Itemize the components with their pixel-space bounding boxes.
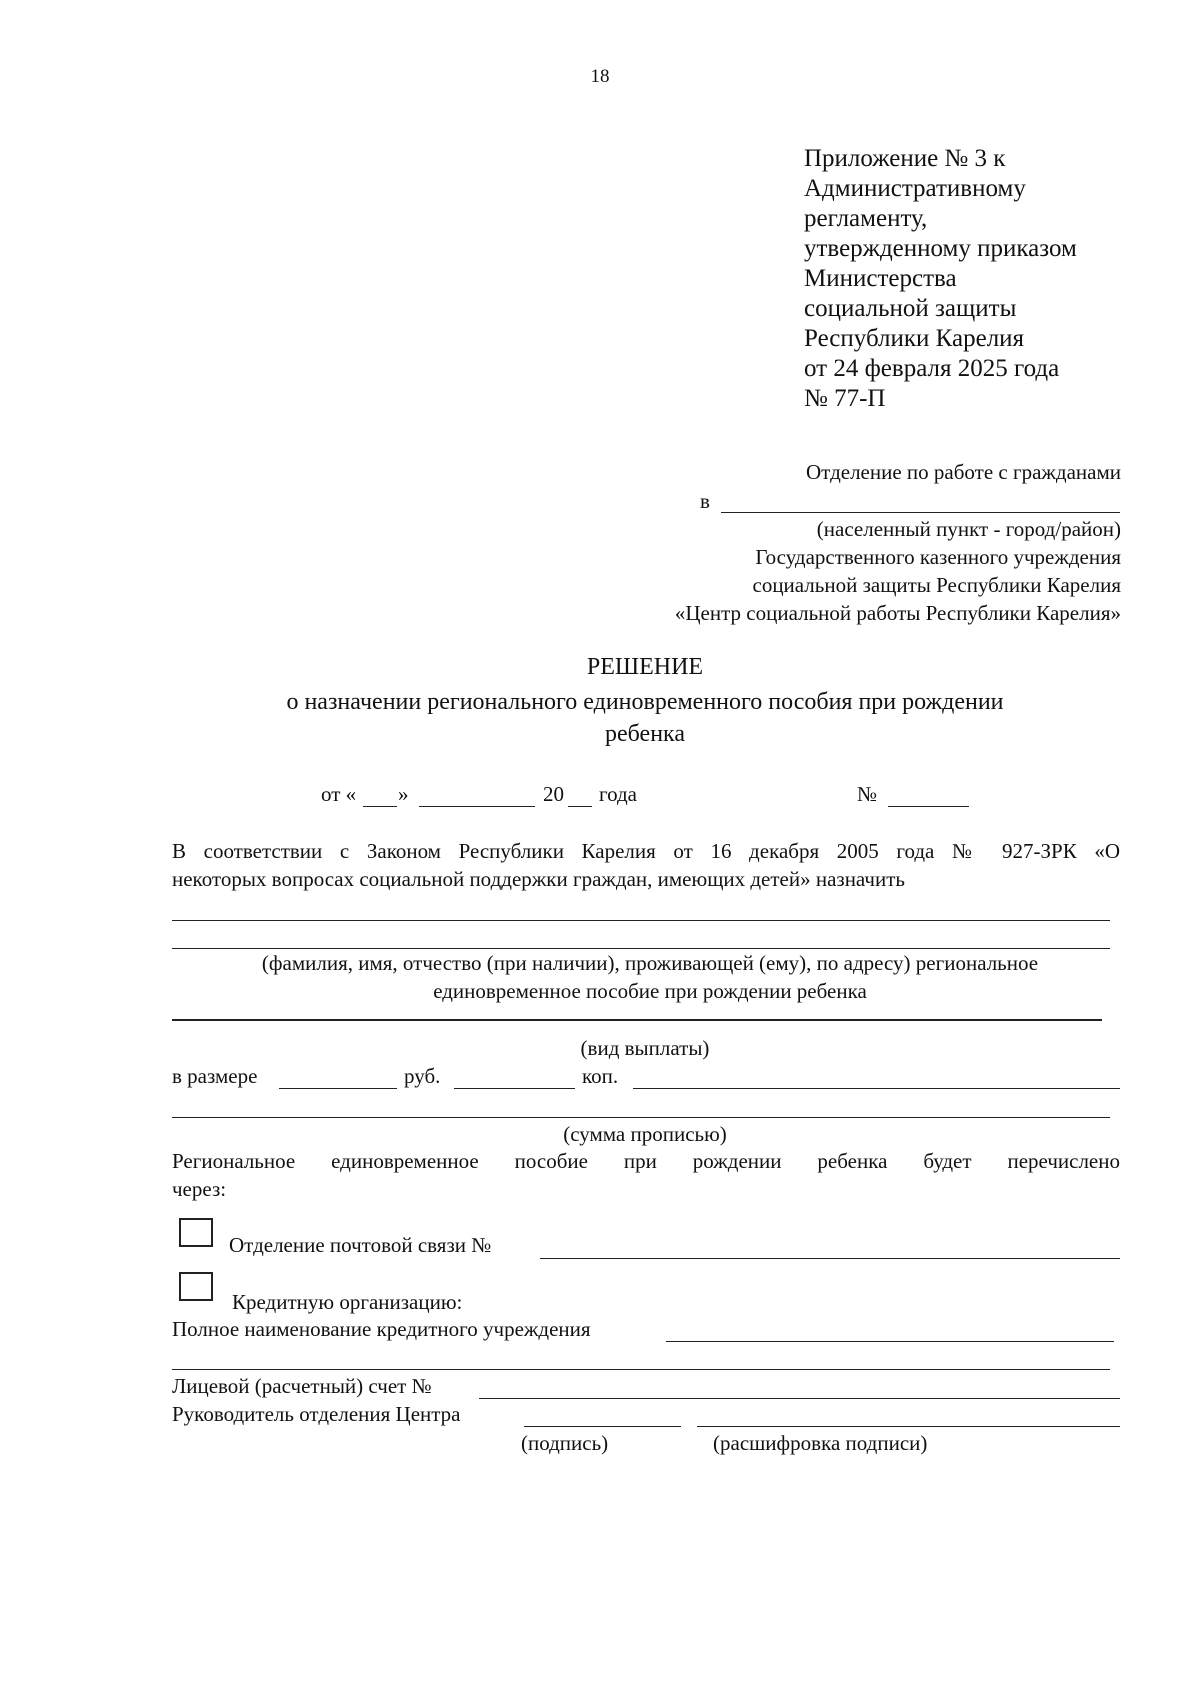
person-hint-line-1: (фамилия, имя, отчество (при наличии), проживающей (ему), по адресу) региональное [261,951,1039,975]
signature-decoding-hint: (расшифровка подписи) [713,1431,928,1455]
body-line-2: некоторых вопросах социальной поддержки граждан, имеющих детей» назначить [172,867,905,891]
credit-org-checkbox[interactable] [179,1272,213,1301]
recipient-line-3: социальной защиты Республики Карелия [752,573,1121,597]
amount-words-hint: (сумма прописью) [563,1122,727,1146]
annex-line: утвержденному приказом [804,235,1077,262]
page-number: 18 [590,66,610,87]
payment-type-field[interactable] [172,1019,1102,1021]
date-year-field[interactable] [568,806,592,807]
amount-rub-field[interactable] [279,1088,397,1089]
amount-prefix: в размере [172,1064,258,1088]
date-day-field[interactable] [363,806,397,807]
recipient-line-2: Государственного казенного учреждения [755,545,1121,569]
annex-line: № 77-П [804,385,886,412]
post-office-checkbox[interactable] [179,1218,213,1247]
bank-name-field-1[interactable] [666,1341,1114,1342]
signature-hint: (подпись) [521,1431,609,1455]
payment-type-hint: (вид выплаты) [580,1036,710,1060]
transfer-line-2: через: [172,1177,227,1201]
decision-number-field[interactable] [888,806,969,807]
recipient-line-1: Отделение по работе с гражданами [806,460,1121,484]
date-close-quote: » [398,782,409,806]
signature-decoding-field[interactable] [697,1426,1120,1427]
date-year-suffix: года [599,782,637,806]
bank-name-label: Полное наименование кредитного учреждения [172,1317,591,1341]
person-hint-line-2: единовременное пособие при рождении ребенка [433,979,867,1003]
annex-line: от 24 февраля 2025 года [804,355,1060,382]
date-month-field[interactable] [419,806,535,807]
date-from-label: от « [321,782,357,806]
annex-line: Приложение № 3 к [804,145,1006,172]
post-office-number-field[interactable] [540,1258,1120,1259]
annex-block [804,144,1077,414]
date-year-prefix: 20 [543,782,564,806]
signature-field[interactable] [524,1426,681,1427]
annex-line: Министерства [804,265,957,292]
document-title: РЕШЕНИЕ [586,654,704,680]
kop-label: коп. [582,1064,619,1088]
transfer-line-1: Региональное единовременное пособие при рождении ребенка будет перечислено [172,1149,1120,1173]
annex-line: Административному [804,175,1026,202]
number-sign: № [857,782,878,806]
document-subtitle-line-2: ребенка [605,721,685,747]
head-label: Руководитель отделения Центра [172,1402,461,1426]
document-subtitle-line-1: о назначении регионального единовременного пособия при рождении [286,689,1004,715]
recipient-name-field-2[interactable] [172,948,1110,949]
rub-label: руб. [404,1064,441,1088]
recipient-line-4: «Центр социальной работы Республики Карелия» [674,601,1121,625]
recipient-prefix: в [700,489,710,513]
recipient-name-field-1[interactable] [172,920,1110,921]
credit-org-label: Кредитную организацию: [232,1290,463,1314]
annex-line: регламенту, [804,205,928,232]
account-number-field[interactable] [479,1398,1120,1399]
post-office-label: Отделение почтовой связи № [229,1233,492,1257]
place-hint: (населенный пункт - город/район) [816,517,1121,541]
body-line-1: В соответствии с Законом Республики Карелия от 16 декабря 2005 года № 927-ЗРК «О [172,839,1120,863]
amount-words-field-2[interactable] [172,1117,1110,1118]
account-label: Лицевой (расчетный) счет № [172,1374,432,1398]
annex-line: социальной защиты [804,295,1017,322]
bank-name-field-2[interactable] [172,1369,1110,1370]
amount-words-field-1[interactable] [633,1088,1120,1089]
annex-line: Республики Карелия [804,325,1025,352]
amount-kop-field[interactable] [454,1088,575,1089]
place-field-line[interactable] [721,512,1120,513]
